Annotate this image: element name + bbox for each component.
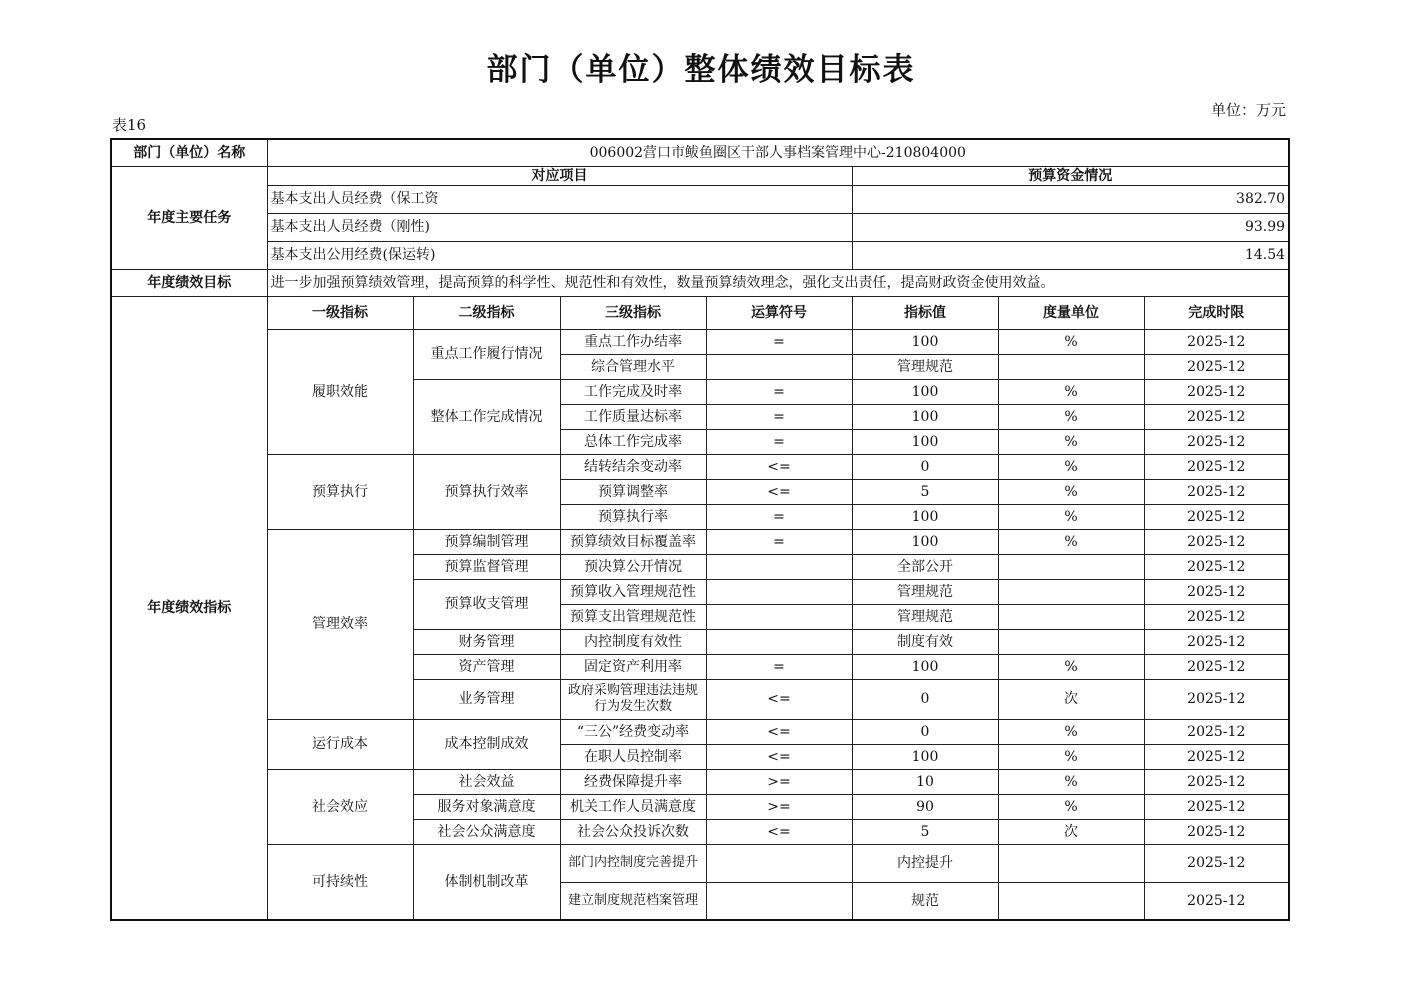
measure-unit-cell: % (998, 744, 1144, 769)
level1-indicator: 运行成本 (267, 719, 413, 769)
target-value-cell: 管理规范 (852, 579, 998, 604)
level3-indicator: 预决算公开情况 (560, 554, 706, 579)
level3-indicator: 经费保障提升率 (560, 769, 706, 794)
task-item: 基本支出公用经费(保运转) (267, 241, 852, 269)
level1-indicator: 可持续性 (267, 844, 413, 920)
level3-indicator: 部门内控制度完善提升 (560, 844, 706, 882)
deadline-cell: 2025-12 (1144, 379, 1289, 404)
operator-cell: <= (706, 679, 852, 719)
operator-cell: = (706, 379, 852, 404)
target-value-cell: 100 (852, 744, 998, 769)
operator-cell: = (706, 529, 852, 554)
target-value-cell: 内控提升 (852, 844, 998, 882)
target-value-cell: 管理规范 (852, 354, 998, 379)
level3-indicator: 固定资产利用率 (560, 654, 706, 679)
operator-cell: = (706, 654, 852, 679)
unit-label: 单位：万元 (1210, 101, 1286, 119)
dept-name-label: 部门（单位）名称 (111, 139, 267, 166)
level2-indicator: 社会效益 (413, 769, 560, 794)
deadline-cell: 2025-12 (1144, 819, 1289, 844)
operator-cell (706, 844, 852, 882)
tasks-budget-header: 预算资金情况 (852, 166, 1289, 185)
task-item: 基本支出人员经费（刚性) (267, 213, 852, 241)
level2-indicator: 资产管理 (413, 654, 560, 679)
operator-cell (706, 604, 852, 629)
target-value-cell: 0 (852, 454, 998, 479)
operator-cell (706, 354, 852, 379)
measure-unit-cell: % (998, 429, 1144, 454)
tasks-label: 年度主要任务 (111, 166, 267, 269)
table-number: 表16 (112, 116, 147, 134)
deadline-cell: 2025-12 (1144, 579, 1289, 604)
measure-unit-cell: % (998, 404, 1144, 429)
level3-indicator: 内控制度有效性 (560, 629, 706, 654)
deadline-cell: 2025-12 (1144, 454, 1289, 479)
target-value-cell: 管理规范 (852, 604, 998, 629)
measure-unit-cell: % (998, 479, 1144, 504)
deadline-cell: 2025-12 (1144, 479, 1289, 504)
level2-indicator: 成本控制成效 (413, 719, 560, 769)
target-value-cell: 5 (852, 819, 998, 844)
target-value-cell: 90 (852, 794, 998, 819)
target-value-cell: 100 (852, 404, 998, 429)
deadline-cell: 2025-12 (1144, 769, 1289, 794)
level3-indicator: 工作质量达标率 (560, 404, 706, 429)
task-amount: 93.99 (852, 213, 1289, 241)
target-value-cell: 规范 (852, 882, 998, 920)
level3-indicator: 重点工作办结率 (560, 329, 706, 354)
target-value-cell: 100 (852, 329, 998, 354)
level2-indicator: 服务对象满意度 (413, 794, 560, 819)
level2-indicator: 财务管理 (413, 629, 560, 654)
level2-indicator: 业务管理 (413, 679, 560, 719)
page-title: 部门（单位）整体绩效目标表 (486, 52, 916, 88)
level2-indicator: 社会公众满意度 (413, 819, 560, 844)
indicator-row (111, 769, 1289, 794)
performance-table (110, 138, 1290, 921)
measure-unit-cell: % (998, 329, 1144, 354)
deadline-cell: 2025-12 (1144, 679, 1289, 719)
task-item: 基本支出人员经费（保工资 (267, 185, 852, 213)
operator-cell (706, 554, 852, 579)
deadline-cell: 2025-12 (1144, 504, 1289, 529)
measure-unit-cell: % (998, 794, 1144, 819)
operator-cell: = (706, 504, 852, 529)
target-value-cell: 100 (852, 529, 998, 554)
level3-indicator: 工作完成及时率 (560, 379, 706, 404)
target-value-cell: 100 (852, 504, 998, 529)
level1-indicator: 社会效应 (267, 769, 413, 844)
level3-indicator: 建立制度规范档案管理 (560, 882, 706, 920)
measure-unit-cell (998, 844, 1144, 882)
operator-cell: = (706, 429, 852, 454)
level2-indicator: 预算收支管理 (413, 579, 560, 629)
level3-indicator: 预算执行率 (560, 504, 706, 529)
level3-indicator: 总体工作完成率 (560, 429, 706, 454)
operator-cell: <= (706, 454, 852, 479)
deadline-cell: 2025-12 (1144, 604, 1289, 629)
target-value-cell: 100 (852, 429, 998, 454)
deadline-cell: 2025-12 (1144, 529, 1289, 554)
measure-unit-cell (998, 554, 1144, 579)
measure-unit-cell (998, 579, 1144, 604)
measure-unit-cell: % (998, 529, 1144, 554)
level3-indicator: 预算收入管理规范性 (560, 579, 706, 604)
level2-indicator: 整体工作完成情况 (413, 379, 560, 454)
header-operator: 运算符号 (706, 296, 852, 329)
deadline-cell: 2025-12 (1144, 554, 1289, 579)
deadline-cell: 2025-12 (1144, 329, 1289, 354)
measure-unit-cell (998, 354, 1144, 379)
level3-indicator: 政府采购管理违法违规行为发生次数 (560, 679, 706, 719)
deadline-cell: 2025-12 (1144, 654, 1289, 679)
indicator-row (111, 844, 1289, 882)
level1-indicator: 管理效率 (267, 529, 413, 719)
dept-name-value: 006002营口市鲅鱼圈区干部人事档案管理中心-210804000 (267, 139, 1289, 166)
level3-indicator: 社会公众投诉次数 (560, 819, 706, 844)
level3-indicator: 预算支出管理规范性 (560, 604, 706, 629)
measure-unit-cell: % (998, 379, 1144, 404)
header-value: 指标值 (852, 296, 998, 329)
operator-cell: >= (706, 794, 852, 819)
measure-unit-cell (998, 604, 1144, 629)
deadline-cell: 2025-12 (1144, 629, 1289, 654)
measure-unit-cell (998, 629, 1144, 654)
operator-cell: = (706, 404, 852, 429)
goal-label: 年度绩效目标 (111, 269, 267, 296)
target-value-cell: 10 (852, 769, 998, 794)
level3-indicator: 机关工作人员满意度 (560, 794, 706, 819)
operator-cell: <= (706, 479, 852, 504)
measure-unit-cell: 次 (998, 679, 1144, 719)
measure-unit-cell: % (998, 769, 1144, 794)
measure-unit-cell: % (998, 504, 1144, 529)
indicator-row (111, 529, 1289, 554)
level3-indicator: “三公”经费变动率 (560, 719, 706, 744)
indicator-row (111, 454, 1289, 479)
target-value-cell: 100 (852, 379, 998, 404)
header-deadline: 完成时限 (1144, 296, 1289, 329)
operator-cell: = (706, 329, 852, 354)
indicator-row (111, 719, 1289, 744)
header-l1: 一级指标 (267, 296, 413, 329)
deadline-cell: 2025-12 (1144, 719, 1289, 744)
target-value-cell: 0 (852, 719, 998, 744)
target-value-cell: 0 (852, 679, 998, 719)
measure-unit-cell: 次 (998, 819, 1144, 844)
target-value-cell: 制度有效 (852, 629, 998, 654)
operator-cell (706, 579, 852, 604)
level2-indicator: 体制机制改革 (413, 844, 560, 920)
deadline-cell: 2025-12 (1144, 404, 1289, 429)
operator-cell: <= (706, 819, 852, 844)
target-value-cell: 100 (852, 654, 998, 679)
indicators-label: 年度绩效指标 (111, 296, 267, 920)
deadline-cell: 2025-12 (1144, 844, 1289, 882)
target-value-cell: 全部公开 (852, 554, 998, 579)
header-unit: 度量单位 (998, 296, 1144, 329)
header-l2: 二级指标 (413, 296, 560, 329)
target-value-cell: 5 (852, 479, 998, 504)
measure-unit-cell: % (998, 719, 1144, 744)
level3-indicator: 综合管理水平 (560, 354, 706, 379)
level3-indicator: 预算绩效目标覆盖率 (560, 529, 706, 554)
task-amount: 382.70 (852, 185, 1289, 213)
level2-indicator: 重点工作履行情况 (413, 329, 560, 379)
measure-unit-cell (998, 882, 1144, 920)
operator-cell (706, 882, 852, 920)
operator-cell (706, 629, 852, 654)
level1-indicator: 预算执行 (267, 454, 413, 529)
deadline-cell: 2025-12 (1144, 794, 1289, 819)
operator-cell: >= (706, 769, 852, 794)
level2-indicator: 预算执行效率 (413, 454, 560, 529)
operator-cell: <= (706, 719, 852, 744)
task-amount: 14.54 (852, 241, 1289, 269)
level2-indicator: 预算监督管理 (413, 554, 560, 579)
deadline-cell: 2025-12 (1144, 429, 1289, 454)
deadline-cell: 2025-12 (1144, 354, 1289, 379)
deadline-cell: 2025-12 (1144, 882, 1289, 920)
level3-indicator: 结转结余变动率 (560, 454, 706, 479)
level2-indicator: 预算编制管理 (413, 529, 560, 554)
measure-unit-cell: % (998, 454, 1144, 479)
measure-unit-cell: % (998, 654, 1144, 679)
operator-cell: <= (706, 744, 852, 769)
level3-indicator: 在职人员控制率 (560, 744, 706, 769)
header-l3: 三级指标 (560, 296, 706, 329)
level1-indicator: 履职效能 (267, 329, 413, 454)
goal-text: 进一步加强预算绩效管理，提高预算的科学性、规范性和有效性，数量预算绩效理念，强化支出责任，提高财政资金使用效益。 (267, 269, 1289, 296)
deadline-cell: 2025-12 (1144, 744, 1289, 769)
level3-indicator: 预算调整率 (560, 479, 706, 504)
tasks-item-header: 对应项目 (267, 166, 852, 185)
indicator-row (111, 329, 1289, 354)
